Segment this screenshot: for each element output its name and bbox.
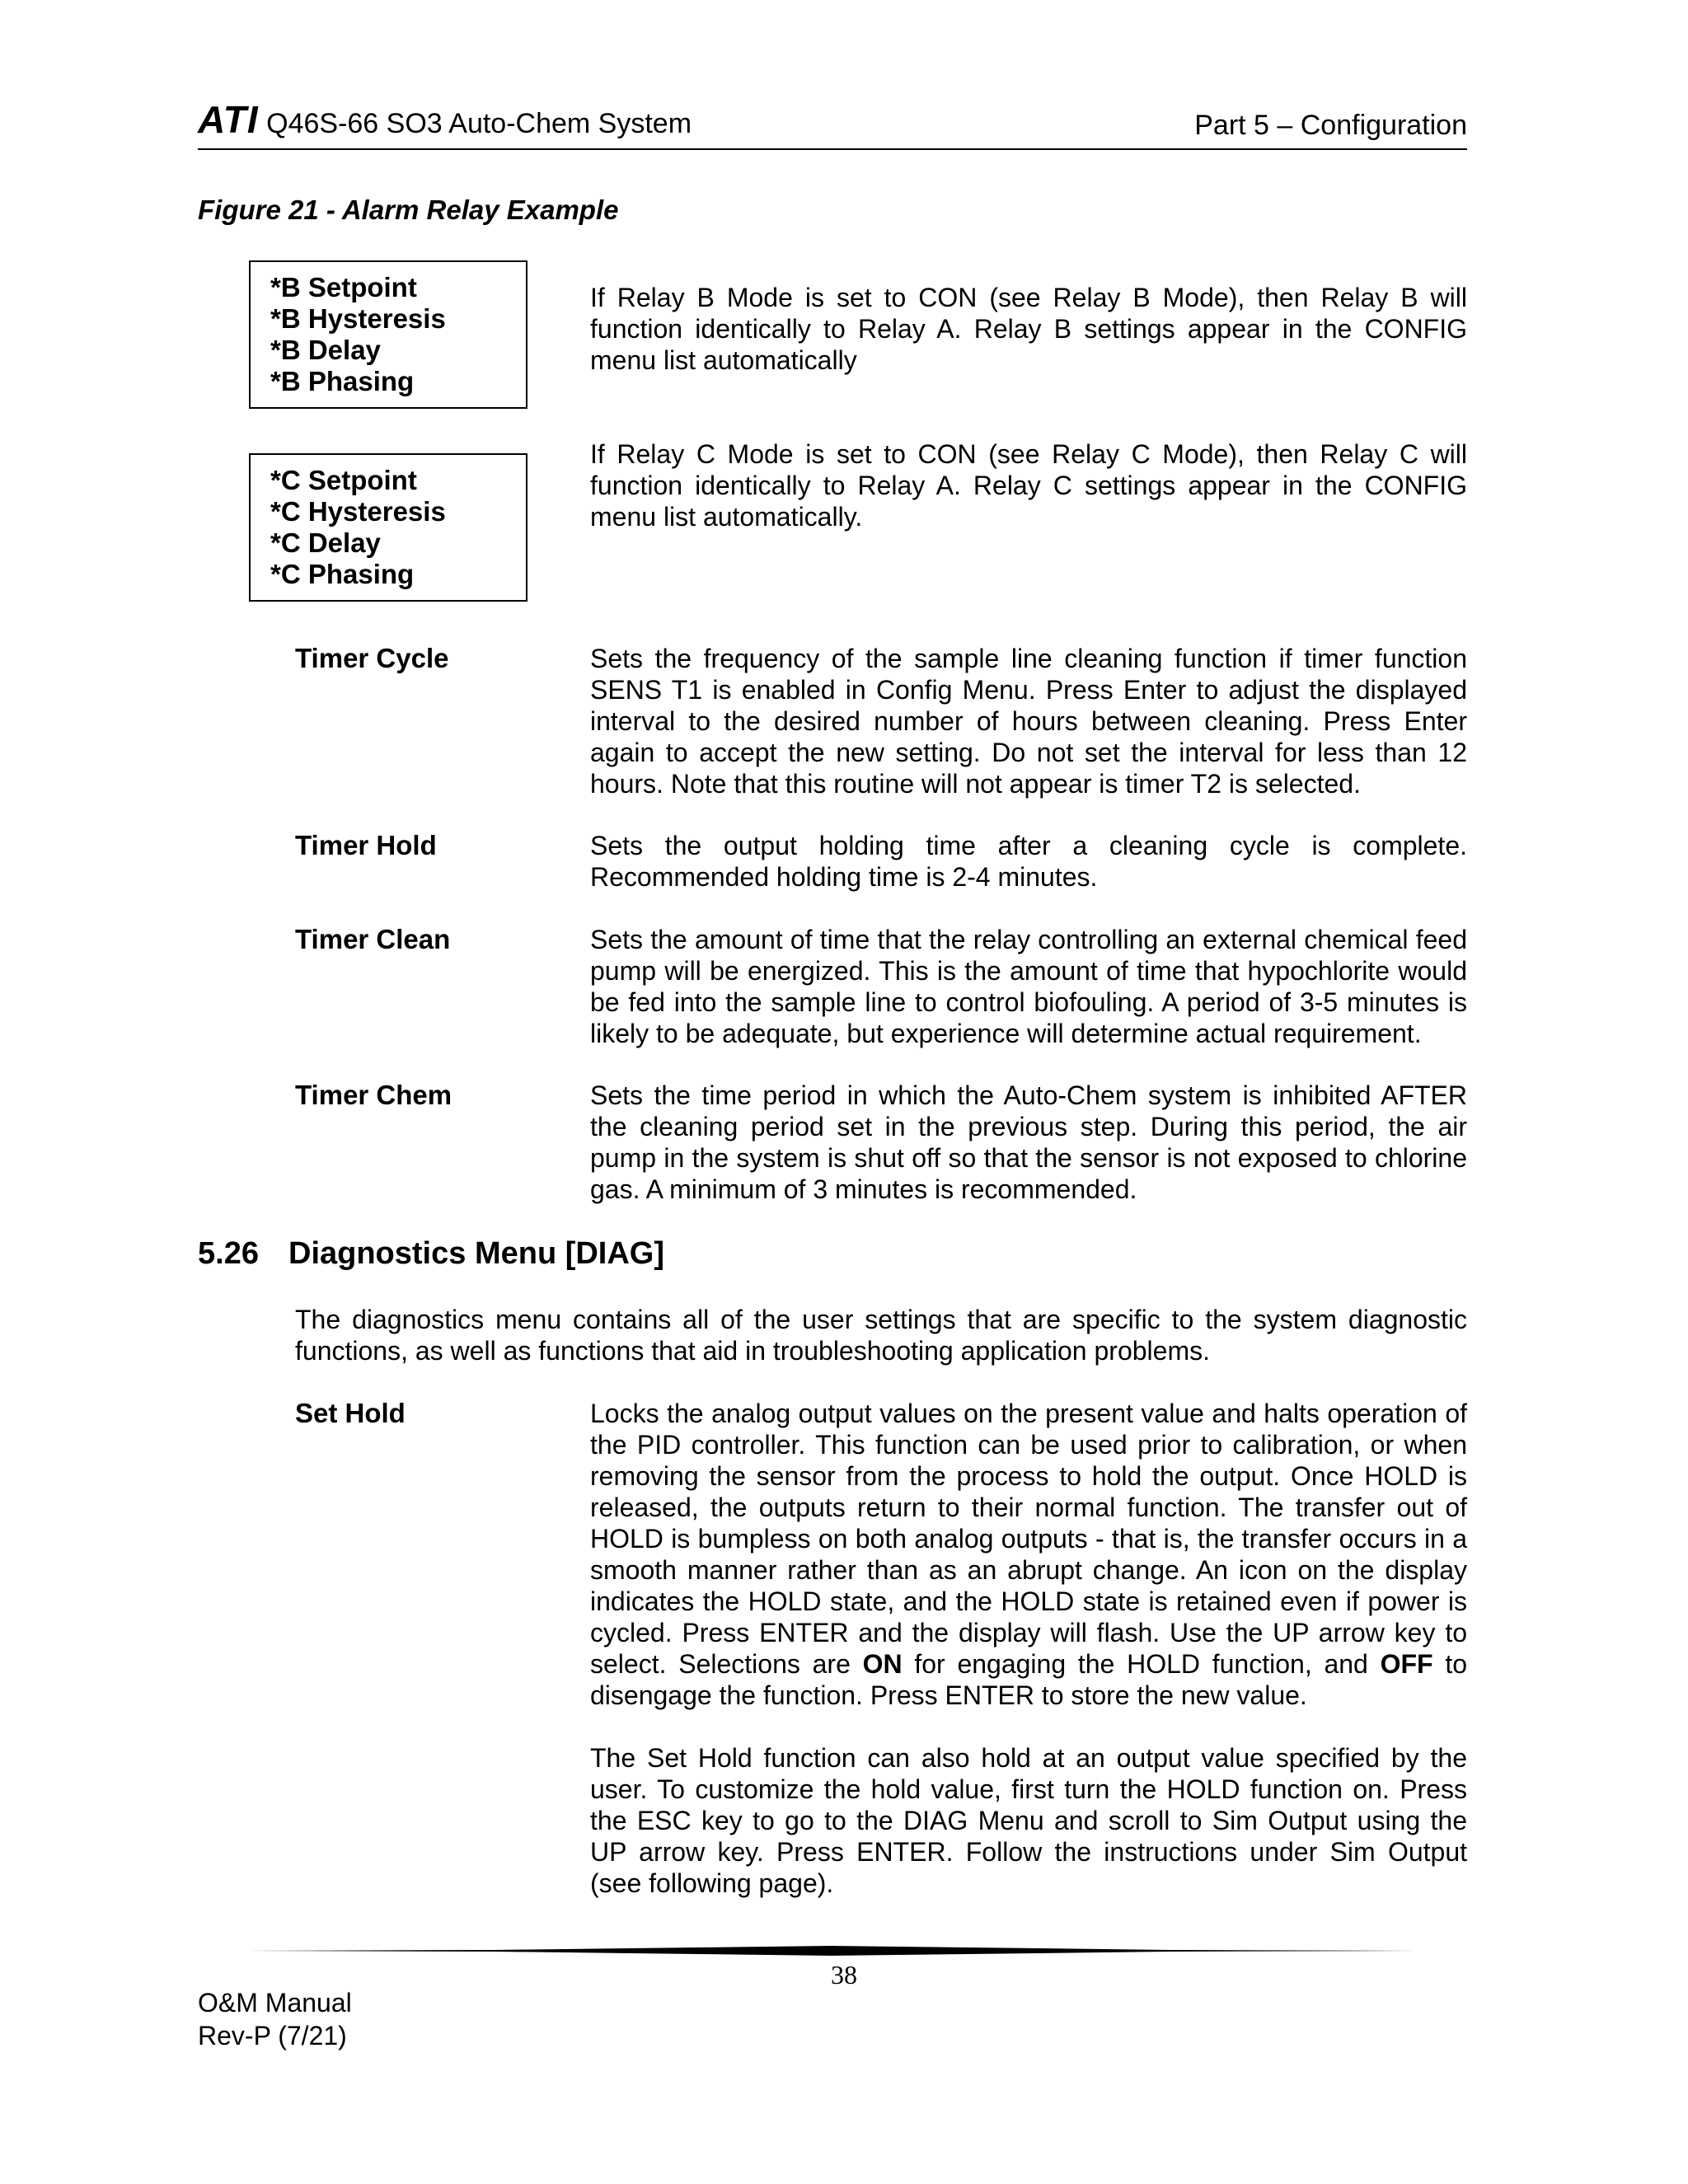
set-hold-paragraph-2: The Set Hold function can also hold at an output value specified by the user. To customize the hold value, first turn the HOLD function on. Press the ESC key to go to the DIAG Menu and scroll to Sim Output using the UP arrow key. Press ENTER. Follow the instructions under Sim Output (see following page). bbox=[590, 1743, 1467, 1898]
relay-b-item: *B Phasing bbox=[270, 366, 415, 396]
timer-cycle-term: Timer Cycle bbox=[295, 643, 449, 673]
relay-c-item: *C Setpoint bbox=[270, 465, 417, 495]
relay-c-item: *C Hysteresis bbox=[270, 496, 446, 527]
relay-b-box bbox=[249, 260, 528, 409]
relay-c-item: *C Phasing bbox=[270, 559, 415, 589]
brand-logo: ATI bbox=[198, 98, 259, 141]
timer-clean-term: Timer Clean bbox=[295, 924, 451, 954]
page-number: 38 bbox=[831, 1960, 857, 1990]
relay-b-item: *B Setpoint bbox=[270, 272, 417, 302]
footer-rule bbox=[247, 1945, 1418, 1957]
product-name: Q46S-66 SO3 Auto-Chem System bbox=[258, 108, 692, 139]
timer-clean-description: Sets the amount of time that the relay controlling an external chemical feed pump will be energized. This is the amount of time that hypochlorite would be fed into the sample line to control biofouling. A period of 3-5 minutes is likely to be adequate, but experience will determine actual requirement. bbox=[590, 925, 1467, 1048]
relay-c-item: *C Delay bbox=[270, 527, 381, 558]
header-title bbox=[198, 97, 692, 142]
timer-chem-term: Timer Chem bbox=[295, 1080, 452, 1110]
set-hold-paragraph-1: Locks the analog output values on the present value and halts operation of the PID controller. This function can be used prior to calibration, or when removing the sensor from the process to hold the output. Once HOLD is released, the outputs return to their normal function. The transfer out of HOLD is bumpless on both analog outputs - that is, the transfer occurs in a smooth manner rather than as an abrupt change. An icon on the display indicates the HOLD state, and the HOLD state is retained even if power is cycled. Press ENTER and the display will flash. Use the UP arrow key to select. Selections are ON for engaging the HOLD function, and OFF to disengage the function. Press ENTER to store the new value. bbox=[590, 1399, 1468, 1710]
relay-c-description: If Relay C Mode is set to CON (see Relay C Mode), then Relay C will function identically to Relay A. Relay C settings appear in the CONFIG menu list automatically. bbox=[590, 439, 1467, 532]
relay-b-item: *B Delay bbox=[270, 335, 381, 365]
header-part: Part 5 – Configuration bbox=[1194, 110, 1467, 141]
timer-hold-description: Sets the output holding time after a cleaning cycle is complete. Recommended holding time is 2-4 minutes. bbox=[590, 831, 1467, 892]
revision-label: Rev-P (7/21) bbox=[198, 2021, 347, 2050]
manual-label: O&M Manual bbox=[198, 1988, 352, 2018]
section-number: 5.26 bbox=[198, 1236, 259, 1271]
relay-b-item: *B Hysteresis bbox=[270, 303, 446, 334]
page-header bbox=[198, 99, 1467, 150]
timer-hold-term: Timer Hold bbox=[295, 830, 437, 860]
set-hold-description bbox=[590, 1398, 1467, 1899]
figure-caption: Figure 21 - Alarm Relay Example bbox=[198, 194, 619, 225]
timer-cycle-description: Sets the frequency of the sample line cleaning function if timer function SENS T1 is enabled in Config Menu. Press Enter to adjust the displayed interval to the desired number of hours between cleaning. Press Enter again to accept the new setting. Do not set the interval for less than 12 hours. Note that this routine will not appear is timer T2 is selected. bbox=[590, 644, 1467, 799]
set-hold-term: Set Hold bbox=[295, 1398, 406, 1428]
footer-info bbox=[198, 1986, 352, 2052]
relay-c-box bbox=[249, 453, 528, 602]
relay-b-description: If Relay B Mode is set to CON (see Relay B Mode), then Relay B will function identically to Relay A. Relay B settings appear in the CONFIG menu list automatically bbox=[590, 283, 1467, 375]
timer-chem-description: Sets the time period in which the Auto-Chem system is inhibited AFTER the cleaning period set in the previous step. During this period, the air pump in the system is shut off so that the sensor is not exposed to chlorine gas. A minimum of 3 minutes is recommended. bbox=[590, 1080, 1467, 1204]
section-title: Diagnostics Menu [DIAG] bbox=[288, 1236, 665, 1271]
section-intro: The diagnostics menu contains all of the user settings that are specific to the system diagnostic functions, as well as functions that aid in troubleshooting application problems. bbox=[295, 1305, 1467, 1366]
section-heading bbox=[198, 1236, 664, 1272]
